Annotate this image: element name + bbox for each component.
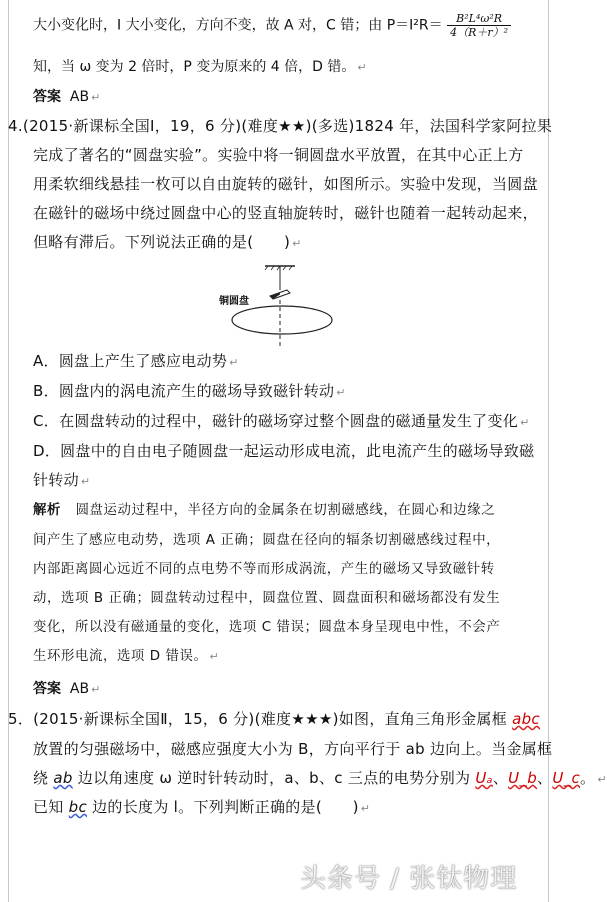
answer-label: 答案 — [33, 681, 61, 697]
q5-stem-4a: 已知 — [33, 798, 69, 816]
q4-stem-3: 用柔软细线悬挂一枚可以自由旋转的磁针，如图所示。实验中发现，当圆盘 — [33, 175, 538, 193]
q5-stem-3b: 边以角速度 ω 逆时针转动时，a、b、c 三点的电势分别为 — [72, 769, 476, 787]
analysis-text-2: 间产生了感应电动势，选项 A 正确；圆盘在径向的辐条切割磁感线过程中， — [33, 533, 501, 548]
prev-solution-line-1 — [33, 12, 511, 39]
analysis-text-1: 圆盘运动过程中，半径方向的金属条在切割磁感线，在圆心和边缘之 — [75, 503, 496, 518]
option-b-text: B．圆盘内的涡电流产生的磁场导致磁针转动 — [33, 382, 335, 400]
q4-line-5 — [33, 233, 302, 253]
q4-option-b — [33, 382, 346, 402]
analysis-text-4: 动，选项 B 正确；圆盘转动过程中，圆盘位置、圆盘面积和磁场都没有发生 — [33, 591, 501, 606]
q4-line-1 — [8, 117, 552, 135]
answer-value: AB — [69, 681, 90, 697]
paragraph-mark-icon: ↵ — [229, 356, 239, 369]
q5-line-1 — [8, 710, 540, 728]
q4-analysis-line-5 — [33, 619, 500, 637]
answer-label: 答案 — [33, 89, 61, 105]
potential-uc: U_c — [552, 769, 580, 787]
option-d-text-1: D．圆盘中的自由电子随圆盘一起运动形成电流，此电流产生的磁场导致磁 — [33, 442, 535, 460]
paragraph-mark-icon: ↵ — [597, 773, 607, 786]
fraction-numerator: B²L⁴ω²R — [447, 12, 511, 26]
paragraph-mark-icon: ↵ — [80, 475, 91, 488]
paragraph-mark-icon: ↵ — [357, 61, 367, 74]
q4-analysis-line-4 — [33, 590, 500, 608]
paragraph-mark-icon: ↵ — [336, 386, 346, 399]
spellcheck-word-bc: bc — [68, 798, 88, 816]
q4-analysis-line-6 — [33, 648, 219, 666]
q5-stem-2: 放置的匀强磁场中，磁感应强度大小为 B，方向平行于 ab 边向上。当金属框 — [33, 740, 553, 758]
paragraph-mark-icon: ↵ — [91, 91, 101, 104]
potential-ua: Uₐ — [475, 769, 493, 787]
power-fraction — [447, 12, 511, 39]
q4-stem-5: 但略有滞后。下列说法正确的是( ) — [33, 233, 291, 251]
q4-stem-4: 在磁针的磁场中绕过圆盘中心的竖直轴旋转时，磁针也随着一起转动起来， — [33, 204, 538, 222]
analysis-text-3: 内部距离圆心远近不同的点电势不等而形成涡流，产生的磁场又导致磁针转 — [33, 562, 495, 577]
q5-line-2 — [33, 740, 552, 758]
paragraph-mark-icon: ↵ — [209, 650, 220, 663]
analysis-text-5: 变化，所以没有磁通量的变化，选项 C 错误；圆盘本身呈现电中性，不会产 — [33, 620, 501, 635]
paragraph-mark-icon: ↵ — [91, 683, 101, 696]
option-d-text-2: 针转动 — [33, 471, 79, 489]
paragraph-mark-icon: ↵ — [520, 416, 530, 429]
spellcheck-word-ab: ab — [53, 769, 73, 787]
figure-label: 铜圆盘 — [219, 296, 249, 307]
q4-analysis-line-1 — [33, 502, 495, 520]
left-margin-line — [8, 0, 9, 902]
q4-option-a — [33, 352, 239, 372]
q4-stem-2: 完成了著名的“圆盘实验”。实验中将一铜圆盘水平放置，在其中心正上方 — [33, 146, 524, 164]
q5-stem-1: 5．(2015·新课标全国Ⅱ，15，6 分)(难度★★★)如图，直角三角形金属框 — [8, 710, 513, 728]
q4-analysis-line-3 — [33, 561, 495, 579]
right-margin-line — [548, 0, 549, 902]
prev-answer — [33, 88, 100, 107]
q4-answer — [33, 680, 100, 699]
q4-analysis-line-2 — [33, 532, 500, 550]
copper-disk-figure — [219, 260, 345, 354]
potential-ub: U_b — [508, 769, 538, 787]
paragraph-mark-icon: ↵ — [360, 802, 371, 815]
q4-option-d — [33, 442, 534, 460]
analysis-text-6: 生环形电流，选项 D 错误。 — [33, 649, 208, 664]
watermark: 头条号 / 张钛物理 — [300, 864, 518, 894]
q4-stem-1: 4.(2015·新课标全国Ⅰ，19，6 分)(难度★★)(多选)1824 年，法国科学家阿拉果 — [8, 117, 553, 135]
paragraph-mark-icon: ↵ — [292, 237, 302, 250]
q5-line-3: 绕 ab 边以角速度 ω 逆时针转动时，a、b、c 三点的电势分别为 Uₐ、U_b、U_c。 ↵ — [33, 769, 607, 787]
q4-option-d-cont — [33, 471, 90, 491]
option-c-text: C．在圆盘转动的过程中，磁针的磁场穿过整个圆盘的磁通量发生了变化 — [33, 412, 519, 430]
q5-stem-3a: 绕 — [33, 769, 54, 787]
option-a-text: A．圆盘上产生了感应电动势 — [33, 352, 228, 370]
fraction-denominator: 4（R＋r）² — [450, 26, 509, 39]
prev-solution-text-2: 知，当 ω 变为 2 倍时，P 变为原来的 4 倍，D 错。 — [33, 59, 356, 75]
q4-line-3 — [33, 175, 538, 193]
prev-solution-line-2 — [33, 58, 367, 77]
q4-option-c — [33, 412, 530, 432]
q5-stem-4b: 边的长度为 l。下列判断正确的是( ) — [87, 798, 359, 816]
q4-line-2 — [33, 146, 523, 164]
q4-line-4 — [33, 204, 538, 222]
answer-value: AB — [69, 89, 90, 105]
spellcheck-word-abc: abc — [512, 710, 540, 728]
q5-line-4 — [33, 798, 370, 818]
prev-solution-text: 大小变化时，I 大小变化，方向不变，故 A 对，C 错；由 P＝I²R＝ — [33, 17, 443, 34]
analysis-label: 解析 — [33, 503, 61, 518]
